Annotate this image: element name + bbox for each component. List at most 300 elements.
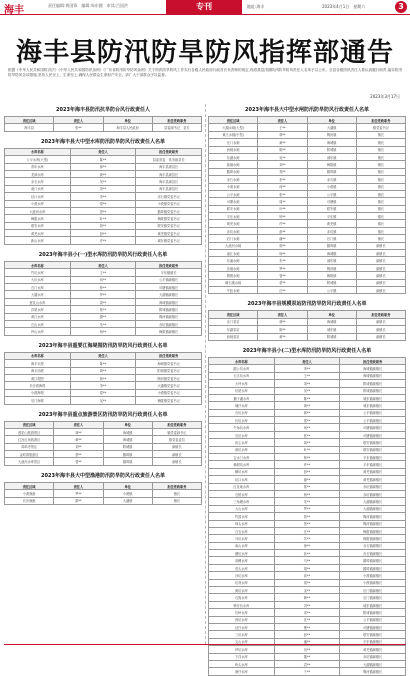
table-cell: 竹坑水库 <box>5 269 71 276</box>
table-cell: 石门水库 <box>5 284 71 291</box>
table-row <box>5 185 202 192</box>
table-cell: 鹅埠镇 <box>307 242 356 249</box>
table-cell: 林** <box>70 374 136 381</box>
table-cell: 张** <box>258 190 307 197</box>
table-cell: 三角塘水库 <box>209 498 275 505</box>
table-row <box>209 461 406 468</box>
table-cell: 北门水闸 <box>209 139 258 146</box>
table-cell: 石坑水库 <box>209 409 275 416</box>
table-cell: 刘** <box>54 443 103 450</box>
table-cell: 联安镇副镇长 <box>340 631 406 638</box>
table-cell: 曾** <box>274 513 340 520</box>
table-cell: 狮子湖水库 <box>209 394 275 401</box>
table-row <box>5 291 202 298</box>
table-row <box>5 328 202 335</box>
editor-credits: 责任编辑:黄国锋 编辑:周东健 审读:吕国洪 <box>48 3 129 8</box>
column-header: 水库名称 <box>5 148 71 155</box>
table-cell: 镇长 <box>356 153 405 160</box>
column-header: 责任人 <box>258 311 307 318</box>
table-cell: 海城镇副镇长 <box>340 372 406 379</box>
table-cell: 曹** <box>274 624 340 631</box>
column-header: 责任区域 <box>209 117 258 124</box>
table-row <box>5 490 202 497</box>
table-cell: 林** <box>258 131 307 138</box>
table-cell: 长坑水库 <box>209 417 275 424</box>
table-row <box>209 235 406 242</box>
table-row <box>5 222 202 229</box>
column-header: 责任区域 <box>5 117 54 124</box>
table-cell: 城东镇副镇长 <box>340 601 406 608</box>
page-headline: 海丰县防汛防旱防风指挥部通告 <box>15 38 394 68</box>
table-header-row <box>5 352 202 359</box>
table-cell: 钟** <box>274 454 340 461</box>
section-tab: 专刊 <box>166 0 242 14</box>
column-header: 责任人 <box>70 261 136 268</box>
table-row <box>209 257 406 264</box>
table-row <box>209 394 406 401</box>
table-header-row <box>5 117 202 124</box>
table-cell: 鹅埠镇副镇长 <box>340 564 406 571</box>
table-cell: 刘** <box>258 161 307 168</box>
table-cell: 附城镇副镇长 <box>340 380 406 387</box>
column-header: 担任党政职务 <box>152 117 201 124</box>
roster-title: 2023年海丰县重点旅游景区防汛防旱防风行政责任人名单 <box>38 411 168 418</box>
table-cell: 高螺水库 <box>209 557 275 564</box>
table-header-row <box>5 148 202 155</box>
table-row <box>5 156 202 163</box>
table-row <box>209 520 406 527</box>
column-header: 担任党政职务 <box>136 148 202 155</box>
table-cell: 可塘镇副镇长 <box>136 284 202 291</box>
table-cell: 赤坑镇 <box>307 227 356 234</box>
table-cell: 小漠镇 <box>103 490 152 497</box>
table-row <box>209 550 406 557</box>
table-cell: 县委常委、常务副县长 <box>136 156 202 163</box>
table-cell: 镇长 <box>356 139 405 146</box>
table-cell: 宋** <box>274 587 340 594</box>
table-cell: 罗** <box>70 291 136 298</box>
table-cell: 牛肚水闸 <box>209 286 258 293</box>
table-cell: 大液河水库景区 <box>5 458 54 465</box>
issue-date: 2023年4月1日 星期六 <box>322 4 366 9</box>
table-cell: 副镇长 <box>152 451 201 458</box>
table-cell: 高** <box>274 572 340 579</box>
table-cell: 鹅埠镇 <box>103 458 152 465</box>
table-cell: 马坑水库 <box>209 535 275 542</box>
table-cell: 牛角坑水库 <box>209 424 275 431</box>
table-row <box>209 402 406 409</box>
table-cell: 西坑水库 <box>209 616 275 623</box>
table-row <box>5 374 202 381</box>
roster-title: 2023年海丰县小(二)型水库防汛防旱防风行政责任人名单 <box>242 347 372 354</box>
roster-block <box>4 342 202 405</box>
table-cell: 大山水库 <box>209 505 275 512</box>
column-header: 担任党政职务 <box>356 311 405 318</box>
table-cell: 鹅公坑水库 <box>209 365 275 372</box>
table-cell: 大湖镇副镇长 <box>136 291 202 298</box>
table-cell: 附城镇 <box>307 279 356 286</box>
table-cell: 公平镇 <box>307 190 356 197</box>
roster-title: 2023年海丰县防汛抗旱防台风行政责任人 <box>56 107 150 113</box>
table-row <box>209 139 406 146</box>
table-cell: 梅陇镇 <box>307 272 356 279</box>
table-row <box>5 443 202 450</box>
table-cell: 郭** <box>258 242 307 249</box>
table-cell: 王** <box>70 269 136 276</box>
table-cell: 长沙渔港 <box>5 497 54 504</box>
column-header: 责任区域 <box>5 482 54 489</box>
table-cell: 后门水闸 <box>209 235 258 242</box>
table-cell: 镇长 <box>356 176 405 183</box>
table-cell: 径口水库 <box>5 193 71 200</box>
column-header: 责任人 <box>54 482 103 489</box>
table-cell: 林** <box>274 409 340 416</box>
table-cell: 三坑水库 <box>209 631 275 638</box>
table-row <box>5 276 202 283</box>
table-cell: 冯** <box>274 601 340 608</box>
table-row <box>5 269 202 276</box>
table-cell: 公平水闸 <box>209 190 258 197</box>
table-cell: 西闸水闸 <box>209 146 258 153</box>
table-cell: 陶河镇副镇长 <box>340 513 406 520</box>
table-cell: 大坪水库 <box>209 380 275 387</box>
table-cell: 镇党委委员 <box>152 436 201 443</box>
table-cell: 梁** <box>274 579 340 586</box>
table-row <box>5 237 202 244</box>
left-column <box>4 104 202 651</box>
table-cell: 平东镇镇长 <box>136 269 202 276</box>
table-cell: 小漠水库 <box>5 200 71 207</box>
table-row <box>209 646 406 653</box>
table-cell: 后门海堤 <box>5 397 71 404</box>
table-cell: 镇长 <box>356 190 405 197</box>
column-header: 担任党政职务 <box>136 352 202 359</box>
table-cell: 可塘镇副镇长 <box>340 431 406 438</box>
table-cell: 副镇长 <box>356 326 405 333</box>
roster-block <box>208 106 406 294</box>
table-row <box>5 298 202 305</box>
table-cell: 后门镇副镇长 <box>340 587 406 594</box>
table-cell: 田心水库 <box>209 439 275 446</box>
table-row <box>209 286 406 293</box>
table-cell: 鹅埠水闸 <box>209 168 258 175</box>
table-cell: 沈** <box>274 616 340 623</box>
table-cell: 镇长 <box>356 227 405 234</box>
table-cell: 王** <box>258 124 307 131</box>
table-cell: 林** <box>54 428 103 435</box>
table-cell: 赤石水闸 <box>209 176 258 183</box>
table-cell: 竹园水库 <box>209 513 275 520</box>
table-cell: 陈** <box>274 394 340 401</box>
column-header: 单位 <box>103 421 152 428</box>
table-cell: 田** <box>274 646 340 653</box>
table-cell: 鹅埠镇 <box>103 451 152 458</box>
roster-title: 2023年海丰县重要江海堤围防汛防旱防风行政责任人名单 <box>38 342 168 349</box>
table-cell: 蔡** <box>274 520 340 527</box>
table-cell: 海丰东堤 <box>5 360 71 367</box>
table-cell: 彭** <box>274 468 340 475</box>
table-row <box>209 476 406 483</box>
table-cell: 李** <box>274 365 340 372</box>
table-cell: 徐** <box>274 542 340 549</box>
table-row <box>209 146 406 153</box>
table-cell: 郭** <box>274 483 340 490</box>
table-cell: 副镇长 <box>356 257 405 264</box>
table-cell: 陶河镇 <box>307 131 356 138</box>
table-row <box>209 183 406 190</box>
table-cell: 平东镇副镇长 <box>340 638 406 645</box>
column-header: 单位 <box>307 117 356 124</box>
table-cell: 林** <box>70 163 136 170</box>
table-cell: 镇长 <box>356 131 405 138</box>
roster-title: 2023年海丰县大中型渔港防汛防旱防风行政责任人名单 <box>41 472 165 479</box>
table-cell: 梅陇镇党委书记 <box>136 397 202 404</box>
table-row <box>5 193 202 200</box>
table-cell: 海丰县 <box>5 124 54 131</box>
table-cell: 郑** <box>274 417 340 424</box>
masthead-bar <box>0 0 410 15</box>
table-cell: 潘** <box>274 638 340 645</box>
table-cell: 刘** <box>274 380 340 387</box>
table-cell: 李** <box>258 176 307 183</box>
table-cell: 坑背水库 <box>209 579 275 586</box>
table-cell: 谢** <box>70 313 136 320</box>
roster-block <box>4 411 202 466</box>
table-cell: 副镇长 <box>356 286 405 293</box>
table-row <box>5 382 202 389</box>
table-cell: 大湖镇党委书记 <box>136 382 202 389</box>
page-number-badge: 3 <box>395 1 407 13</box>
table-cell: 石山水库 <box>5 320 71 327</box>
table-cell: 刘** <box>70 185 136 192</box>
table-cell: 黄** <box>274 402 340 409</box>
table-cell: 郑** <box>70 389 136 396</box>
table-row <box>209 205 406 212</box>
table-cell: 杨** <box>70 328 136 335</box>
table-row <box>209 279 406 286</box>
table-cell: 南山水库 <box>209 542 275 549</box>
table-cell: 韩** <box>274 594 340 601</box>
table-cell: 东湖水闸 <box>209 153 258 160</box>
table-cell: 附城镇副镇长 <box>340 609 406 616</box>
roster-block <box>208 300 406 341</box>
column-header: 责任人 <box>274 357 340 364</box>
table-cell: 坪坑水库 <box>209 646 275 653</box>
table-cell: 青年水库 <box>5 163 71 170</box>
table-cell: 叶** <box>70 215 136 222</box>
table-cell: 海城镇 <box>103 428 152 435</box>
table-row <box>209 161 406 168</box>
table-row <box>209 372 406 379</box>
table-cell: 何** <box>274 424 340 431</box>
roster-block <box>4 251 202 336</box>
table-cell: 可塘水闸 <box>209 198 258 205</box>
table-cell: 樟树坑水库 <box>209 461 275 468</box>
column-header: 单位 <box>103 117 152 124</box>
table-cell: 镇长 <box>152 490 201 497</box>
table-row <box>209 660 406 667</box>
table-cell: 镇长 <box>356 235 405 242</box>
table-cell: 小漠镇 <box>307 183 356 190</box>
table-cell: 小漠海堤 <box>5 389 71 396</box>
column-header: 责任区域 <box>209 311 258 318</box>
table-row <box>209 439 406 446</box>
table-cell: 洋尾水库 <box>5 306 71 313</box>
table-cell: 下洋水库 <box>209 653 275 660</box>
table-header-row <box>5 421 202 428</box>
table-cell: 李** <box>70 382 136 389</box>
table-cell: 鸡鸣寺景区 <box>5 443 54 450</box>
table-cell: 镇长 <box>356 220 405 227</box>
table-cell: 附城镇党委书记 <box>136 367 202 374</box>
table-cell: 埔仔水库 <box>209 402 275 409</box>
table-row <box>209 454 406 461</box>
roster-title: 2023年海丰县规模泵站防汛防旱防风行政责任人名单 <box>247 301 367 308</box>
roster-table <box>4 421 202 466</box>
table-row <box>209 498 406 505</box>
table-row <box>5 284 202 291</box>
table-cell: 圆墩水闸 <box>209 272 258 279</box>
table-cell: 联安镇副镇长 <box>340 439 406 446</box>
table-row <box>209 409 406 416</box>
table-row <box>5 360 202 367</box>
table-cell: 黄** <box>70 367 136 374</box>
table-row <box>209 564 406 571</box>
table-cell: 李** <box>70 193 136 200</box>
table-cell: 大湖镇 <box>307 124 356 131</box>
table-cell: 黄坑水库 <box>209 587 275 594</box>
table-row <box>209 333 406 340</box>
table-cell: 新港水闸 <box>209 161 258 168</box>
table-cell: 梅陇镇副镇长 <box>340 527 406 534</box>
roster-table <box>208 310 406 341</box>
table-cell: 可塘镇副镇长 <box>340 424 406 431</box>
table-cell: 周** <box>274 439 340 446</box>
table-header-row <box>209 357 406 364</box>
intro-paragraph: 根据《中华人民共和国防洪法》《中华人民共和国防汛条例》《广东省防汛防旱防风条例》关于防汛防旱防风工作实行各级人民政府行政首长负责制的规定,现将我县汛期防汛防旱防风责任人名单予以公布。全县各级防汛责任人要认真履行职责,落实防汛防旱防风各项措施,坚持人民至上、生命至上,确保人民群众生命财产安全。请广大干部群众予以监督。 <box>8 68 402 78</box>
table-row <box>5 313 202 320</box>
table-row <box>209 365 406 372</box>
table-cell: 副镇长 <box>356 264 405 271</box>
table-cell: 塘坑水库 <box>209 550 275 557</box>
table-cell: 郭** <box>70 306 136 313</box>
table-cell: 赤石水库 <box>5 178 71 185</box>
table-cell: 黄江水库 <box>5 313 71 320</box>
table-cell: 小漠镇党委书记 <box>136 389 202 396</box>
table-cell: 马** <box>274 557 340 564</box>
table-row <box>209 483 406 490</box>
table-cell: 大湖镇 <box>103 497 152 504</box>
table-cell: 苏** <box>274 535 340 542</box>
table-cell: 朱** <box>258 257 307 264</box>
table-cell: 城东镇副镇长 <box>340 394 406 401</box>
table-cell: 鹅埠镇 <box>307 168 356 175</box>
column-header: 责任人 <box>70 352 136 359</box>
table-row <box>209 326 406 333</box>
table-cell: 红宫红场旅游区 <box>5 436 54 443</box>
table-cell: 许** <box>258 220 307 227</box>
roster-block <box>4 106 202 132</box>
table-cell: 金町湾旅游区 <box>5 451 54 458</box>
table-cell: 陈** <box>70 156 136 163</box>
table-cell: 副镇长 <box>152 443 201 450</box>
table-row <box>5 389 202 396</box>
table-cell: 平东镇副镇长 <box>340 454 406 461</box>
column-header: 担任党政职务 <box>152 421 201 428</box>
table-cell: 后门镇副镇长 <box>340 594 406 601</box>
table-cell: 海丰县副县长 <box>136 185 202 192</box>
table-cell: 黄羌镇副镇长 <box>340 468 406 475</box>
table-cell: 平东镇副镇长 <box>340 461 406 468</box>
table-cell: 陶河镇副镇长 <box>136 313 202 320</box>
table-row <box>5 200 202 207</box>
table-cell: 联安镇 <box>307 205 356 212</box>
table-row <box>209 572 406 579</box>
table-cell: 黄羌镇副镇长 <box>340 646 406 653</box>
roster-table <box>4 352 202 405</box>
table-row <box>209 609 406 616</box>
table-cell: 镇长 <box>356 198 405 205</box>
roster-title: 2023年海丰县大中型水库防汛防旱防风行政责任人名单 <box>41 138 165 145</box>
column-header: 单位 <box>307 311 356 318</box>
table-row <box>5 306 202 313</box>
table-cell: 小漠水闸 <box>209 183 258 190</box>
table-cell: 西闸泵站 <box>209 333 258 340</box>
table-cell: 彭** <box>70 230 136 237</box>
table-cell: 大液河水库 <box>5 207 71 214</box>
table-header-row <box>209 311 406 318</box>
table-cell: 黄羌水库 <box>5 230 71 237</box>
bottom-rule <box>4 644 406 645</box>
table-cell: 联安镇副镇长 <box>340 446 406 453</box>
table-cell: 石桥水库 <box>209 490 275 497</box>
table-cell: 镇党委书记 <box>356 124 405 131</box>
table-cell: 蔡** <box>258 279 307 286</box>
table-row <box>5 428 202 435</box>
table-cell: 何** <box>70 276 136 283</box>
table-cell: 海城镇 <box>103 436 152 443</box>
table-cell: 朱** <box>70 320 136 327</box>
table-cell: 罗** <box>274 505 340 512</box>
table-cell: 附城镇 <box>307 333 356 340</box>
table-cell: 黄江堤围 <box>5 374 71 381</box>
table-cell: 沙港水闸 <box>209 264 258 271</box>
table-row <box>209 176 406 183</box>
table-cell: 陶河镇副镇长 <box>340 668 406 675</box>
table-row <box>209 242 406 249</box>
table-cell: 黄羌水闸 <box>209 220 258 227</box>
table-cell: 坑口水库 <box>209 476 275 483</box>
table-row <box>209 468 406 475</box>
table-cell: 胡** <box>274 564 340 571</box>
table-cell: 后门镇 <box>307 235 356 242</box>
right-column <box>208 104 406 675</box>
table-cell: 丽江水闸 <box>209 250 258 257</box>
column-header: 单位 <box>103 482 152 489</box>
table-cell: 小漠渔港 <box>5 490 54 497</box>
table-cell: 吴** <box>70 397 136 404</box>
table-cell: 径仔水库 <box>209 624 275 631</box>
table-cell: 石狗水库 <box>209 594 275 601</box>
table-cell: 镇长 <box>152 497 201 504</box>
table-cell: 何** <box>258 183 307 190</box>
table-row <box>5 215 202 222</box>
table-row <box>209 124 406 131</box>
table-cell: 陈** <box>258 326 307 333</box>
table-cell: 赤坑水闸 <box>209 227 258 234</box>
table-cell: 钟** <box>70 284 136 291</box>
table-cell: 新山水库 <box>5 237 71 244</box>
